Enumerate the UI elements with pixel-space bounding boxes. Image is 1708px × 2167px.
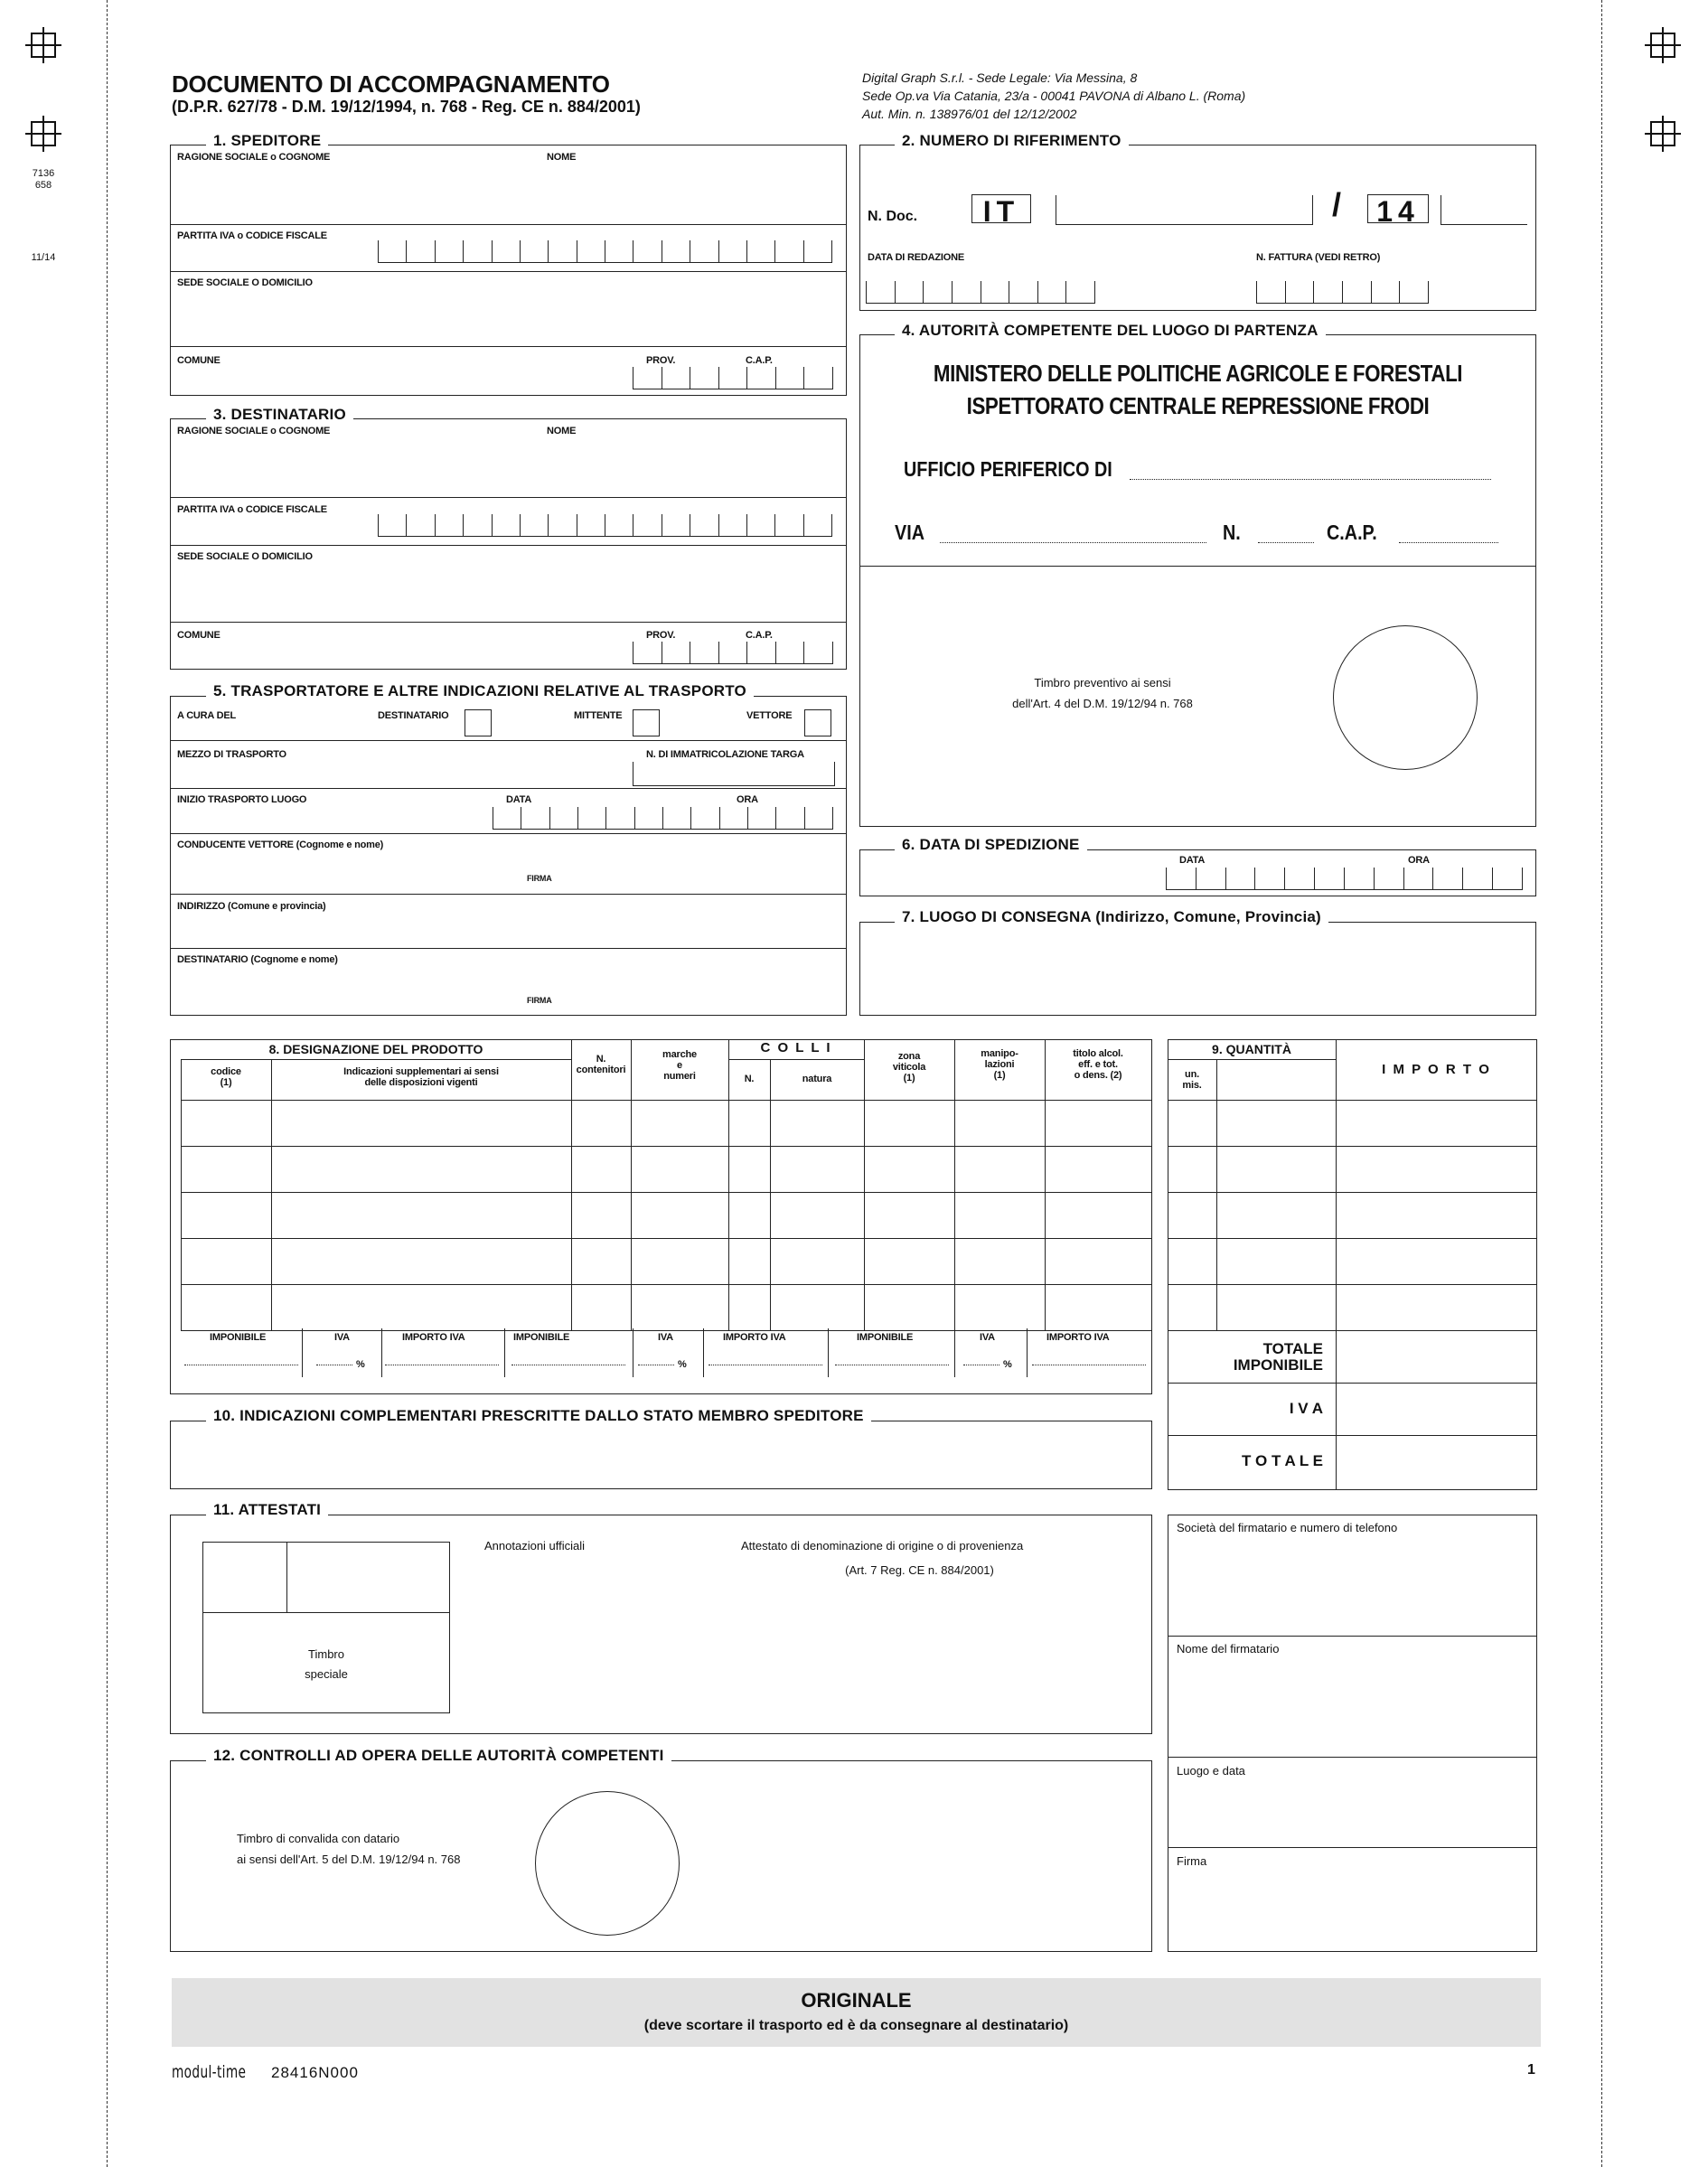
label-ufficio-periferico: UFFICIO PERIFERICO DI [904, 457, 1112, 481]
timbro-preventivo-text: Timbro preventivo ai sensi [1034, 676, 1171, 690]
destinatario-title: 3. DESTINATARIO [206, 407, 353, 423]
luogo-consegna-title: 7. LUOGO DI CONSEGNA (Indirizzo, Comune, Provincia) [895, 909, 1328, 925]
attestati-title: 11. ATTESTATI [206, 1502, 328, 1518]
label-cap-autorita: C.A.P. [1327, 521, 1377, 544]
label-cap: C.A.P. [746, 630, 773, 641]
ispettorato-heading: ISPETTORATO CENTRALE REPRESSIONE FRODI [966, 392, 1430, 419]
label-luogo-data: Luogo e data [1177, 1764, 1245, 1778]
indicazioni-complementari-title: 10. INDICAZIONI COMPLEMENTARI PRESCRITTE DALLO STATO MEMBRO SPEDITORE [206, 1408, 871, 1424]
label-targa: N. DI IMMATRICOLAZIONE TARGA [646, 749, 804, 760]
document-title: DOCUMENTO DI ACCOMPAGNAMENTO [172, 70, 610, 98]
label-totale: T O T A L E [1241, 1452, 1323, 1469]
checkbox-vettore[interactable] [804, 709, 831, 736]
col-manipolazioni: manipo- lazioni (1) [981, 1048, 1018, 1081]
label-ora-spedizione: ORA [1408, 855, 1430, 866]
registration-mark-icon [25, 27, 61, 63]
col-colli-n: N. [744, 1074, 755, 1084]
table-row [182, 1285, 1152, 1331]
brand-logo: modul-time [172, 2062, 247, 2082]
data-redazione-cells[interactable] [866, 281, 1095, 304]
registration-mark-icon [1645, 116, 1681, 152]
data-spedizione-title: 6. DATA DI SPEDIZIONE [895, 837, 1087, 853]
section-trasportatore [170, 696, 847, 1016]
col-zona-viticola: zona viticola (1) [892, 1051, 926, 1084]
label-partita-iva: PARTITA IVA o CODICE FISCALE [177, 230, 327, 241]
col-codice: codice (1) [211, 1066, 241, 1088]
label-totale-imponibile: TOTALE IMPONIBILE [1233, 1340, 1323, 1374]
label-nome: NOME [547, 426, 577, 436]
timbro-speciale-box [202, 1542, 450, 1713]
right-perforation-line [1601, 0, 1602, 2167]
label-iva-totale: I V A [1289, 1400, 1323, 1417]
table-row [182, 1239, 1152, 1285]
tax-summary-row: IMPONIBILE IVA IMPORTO IVA IMPONIBILE IVA IMPORTO IVA IMPONIBILE IVA IMPORTO IVA % % % [181, 1328, 1151, 1377]
label-n: N. [1223, 521, 1241, 544]
col-unita-misura: un. mis. [1182, 1069, 1202, 1091]
printer-info: Digital Graph S.r.l. - Sede Legale: Via Messina, 8 Sede Op.va Via Catania, 23/a - 00041 PAVONA di Albano L. (Roma) Aut. Min. n. 138976/01 del 12/12/2002 [862, 70, 1246, 121]
doc-slash: / [1332, 186, 1342, 223]
timbro-convalida-text: Timbro di convalida con datario [237, 1832, 400, 1845]
label-n-fattura: N. FATTURA (VEDI RETRO) [1256, 252, 1381, 263]
section-luogo-consegna[interactable] [859, 922, 1536, 1016]
label-societa-firmatario: Società del firmatario e numero di telefono [1177, 1521, 1398, 1534]
label-indirizzo: INDIRIZZO (Comune e provincia) [177, 901, 326, 912]
quantita-title: 9. QUANTITÀ [1212, 1042, 1291, 1056]
label-vettore-check: VETTORE [746, 710, 793, 721]
label-destinatario-nome: DESTINATARIO (Cognome e nome) [177, 954, 338, 965]
trasportatore-title: 5. TRASPORTATORE E ALTRE INDICAZIONI RELATIVE AL TRASPORTO [206, 683, 754, 699]
label-a-cura-del: A CURA DEL [177, 710, 237, 721]
data-spedizione-cells[interactable] [1166, 868, 1523, 890]
label-n-doc: N. Doc. [868, 209, 918, 224]
col-importo: I M P O R T O [1382, 1062, 1491, 1077]
label-via: VIA [895, 521, 924, 544]
targa-field[interactable] [633, 762, 835, 786]
section-firmatario [1168, 1515, 1537, 1952]
label-attestato-ref: (Art. 7 Reg. CE n. 884/2001) [845, 1563, 994, 1577]
label-colli: C O L L I [760, 1040, 832, 1055]
label-timbro-speciale: Timbro speciale [305, 1647, 348, 1681]
label-prov: PROV. [646, 355, 676, 366]
cap-autorita-field[interactable] [1399, 542, 1498, 543]
label-annotazioni-ufficiali: Annotazioni ufficiali [484, 1539, 586, 1553]
timbro-preventivo-ref: dell'Art. 4 del D.M. 19/12/94 n. 768 [1012, 697, 1193, 710]
label-originale: ORIGINALE [801, 1989, 912, 2012]
stamp-circle-icon [1333, 625, 1478, 770]
registration-mark-icon [1645, 27, 1681, 63]
left-perforation-line [107, 0, 108, 2167]
originale-note: (deve scortare il trasporto ed è da consegnare al destinatario) [643, 2018, 1069, 2033]
label-sede-sociale: SEDE SOCIALE O DOMICILIO [177, 551, 313, 562]
speditore-prov-cap-cells[interactable] [633, 367, 833, 389]
destinatario-prov-cap-cells[interactable] [633, 642, 833, 664]
label-inizio-trasporto: INIZIO TRASPORTO LUOGO [177, 794, 307, 805]
numero-civico-field[interactable] [1258, 542, 1314, 543]
label-comune: COMUNE [177, 355, 221, 366]
inizio-trasporto-data-ora-cells[interactable] [493, 807, 833, 830]
doc-year: 14 [1367, 194, 1429, 223]
section-quantita [1168, 1039, 1537, 1490]
stamp-circle-icon [535, 1791, 680, 1936]
label-mezzo-trasporto: MEZZO DI TRASPORTO [177, 749, 286, 760]
label-ragione-sociale: RAGIONE SOCIALE o COGNOME [177, 152, 331, 163]
label-ora: ORA [737, 794, 758, 805]
label-conducente: CONDUCENTE VETTORE (Cognome e nome) [177, 840, 384, 850]
table-row [182, 1101, 1152, 1147]
label-mittente-check: MITTENTE [574, 710, 623, 721]
label-data: DATA [506, 794, 532, 805]
col-contenitori: N. contenitori [576, 1054, 626, 1075]
doc-prefix-it: IT [971, 194, 1031, 223]
numero-riferimento-title: 2. NUMERO DI RIFERIMENTO [895, 133, 1129, 149]
label-nome-firmatario: Nome del firmatario [1177, 1642, 1280, 1656]
autorita-title: 4. AUTORITÀ COMPETENTE DEL LUOGO DI PARTENZA [895, 323, 1326, 339]
col-titolo-alcol: titolo alcol. eff. e tot. o dens. (2) [1073, 1048, 1123, 1081]
label-firma-destinatario: FIRMA [527, 996, 552, 1005]
checkbox-mittente[interactable] [633, 709, 660, 736]
document-subtitle: (D.P.R. 627/78 - D.M. 19/12/1994, n. 768 - Reg. CE n. 884/2001) [172, 98, 641, 116]
speditore-title: 1. SPEDITORE [206, 133, 328, 149]
ministero-heading: MINISTERO DELLE POLITICHE AGRICOLE E FORESTALI [933, 360, 1463, 387]
controlli-title: 12. CONTROLLI AD OPERA DELLE AUTORITÀ COMPETENTI [206, 1748, 671, 1764]
label-firma: Firma [1177, 1854, 1207, 1868]
label-data-spedizione: DATA [1179, 855, 1206, 866]
via-field[interactable] [940, 542, 1206, 543]
margin-code-b: 658 [34, 180, 52, 191]
label-comune: COMUNE [177, 630, 221, 641]
label-sede-sociale: SEDE SOCIALE O DOMICILIO [177, 277, 313, 288]
form-code: 28416N000 [271, 2064, 359, 2081]
designazione-title: 8. DESIGNAZIONE DEL PRODOTTO [268, 1042, 483, 1056]
table-row [182, 1193, 1152, 1239]
col-indicazioni: Indicazioni supplementari ai sensi delle disposizioni vigenti [343, 1066, 499, 1088]
margin-code-a: 7136 [32, 168, 55, 179]
section-indicazioni-complementari[interactable] [170, 1421, 1152, 1489]
table-row [182, 1147, 1152, 1193]
timbro-convalida-ref: ai sensi dell'Art. 5 del D.M. 19/12/94 n. 768 [237, 1853, 461, 1866]
label-nome: NOME [547, 152, 577, 163]
n-fattura-cells[interactable] [1256, 281, 1429, 304]
ufficio-periferico-field[interactable] [1130, 479, 1491, 480]
label-destinatario-check: DESTINATARIO [378, 710, 449, 721]
label-firma-conducente: FIRMA [527, 874, 552, 883]
label-attestato-origine: Attestato di denominazione di origine o di provenienza [741, 1539, 1024, 1553]
product-table[interactable] [181, 1100, 1152, 1331]
speditore-piva-cells[interactable] [378, 240, 832, 263]
destinatario-piva-cells[interactable] [378, 514, 832, 537]
label-data-redazione: DATA DI REDAZIONE [868, 252, 965, 263]
doc-number-line[interactable] [1056, 224, 1313, 225]
checkbox-destinatario[interactable] [465, 709, 492, 736]
col-marche: marche e numeri [662, 1049, 697, 1082]
label-prov: PROV. [646, 630, 676, 641]
page-number: 1 [1527, 2062, 1535, 2078]
col-natura: natura [802, 1074, 832, 1084]
label-cap: C.A.P. [746, 355, 773, 366]
label-partita-iva: PARTITA IVA o CODICE FISCALE [177, 504, 327, 515]
registration-mark-icon [25, 116, 61, 152]
margin-date-code: 11/14 [31, 252, 56, 263]
label-ragione-sociale: RAGIONE SOCIALE o COGNOME [177, 426, 331, 436]
